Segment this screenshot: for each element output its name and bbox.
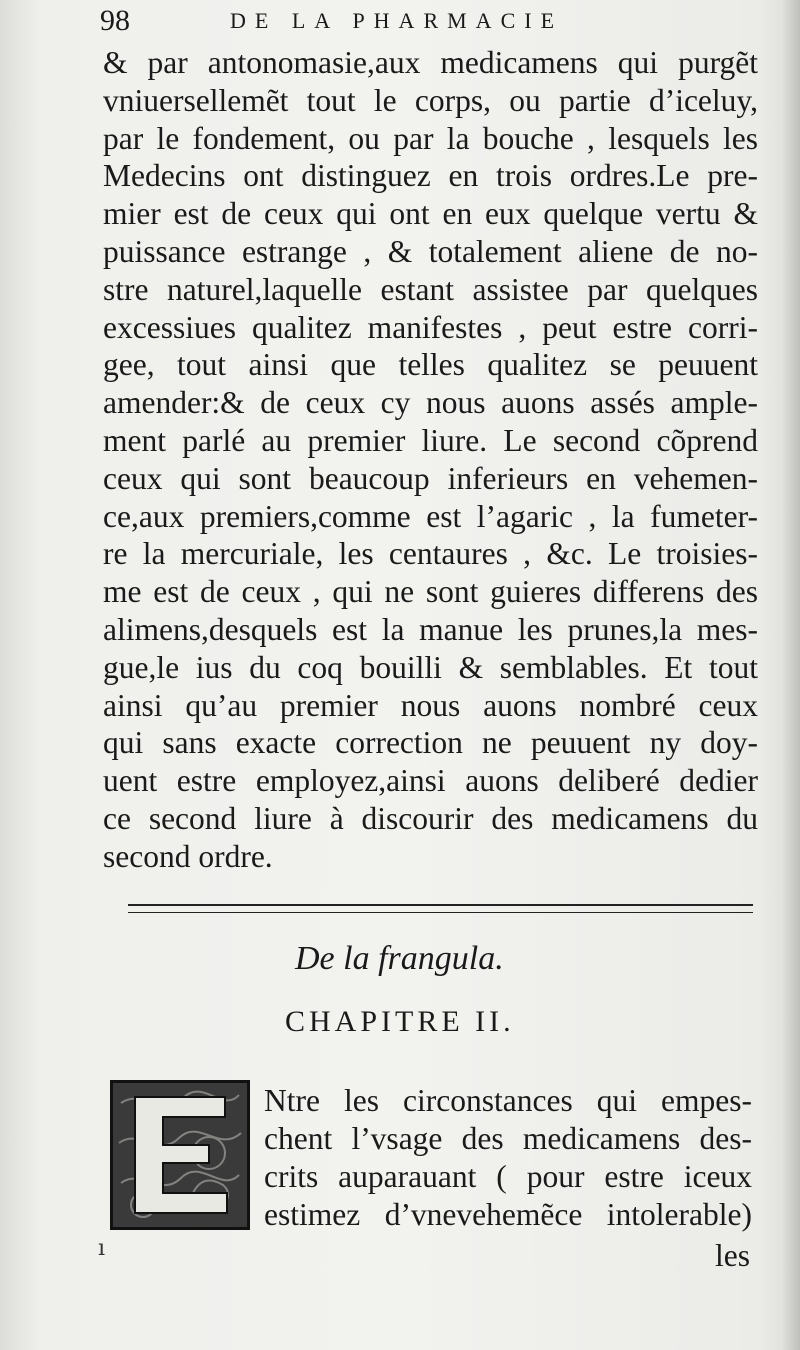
- text-line: puissance estrange , & totalement aliene de no-: [103, 233, 758, 269]
- text-line: ceux qui sont beaucoup inferieurs en vehemen-: [103, 460, 758, 496]
- text-line: Medecins ont distinguez en trois ordres.Le pre-: [103, 158, 758, 194]
- text-line: par le fondement, ou par la bouche , lesquels les: [103, 120, 758, 156]
- text-line: gue,le ius du coq bouilli & semblables. Et tout: [103, 649, 758, 685]
- text-line: uent estre employez,ainsi auons deliberé dedier: [103, 763, 758, 799]
- text-line: gee, tout ainsi que telles qualitez se peuuent: [103, 347, 758, 383]
- text-line: excessiues qualitez manifestes , peut estre corri-: [103, 309, 758, 345]
- text-line: alimens,desquels est la manue les prunes,la mes-: [103, 611, 758, 647]
- body-text: [103, 44, 758, 876]
- text-line: & par antonomasie,aux medicamens qui purgẽt: [103, 45, 758, 80]
- text-line: ment parlé au premier liure. Le second cõprend: [103, 422, 758, 458]
- chapter-text: [264, 1082, 752, 1234]
- text-line: vniuersellemẽt tout le corps, ou partie d’iceluy,: [103, 82, 758, 118]
- text-line: chent l’vsage des medicamens des-: [264, 1121, 752, 1156]
- text-line: re la mercuriale, les centaures , &c. Le troisies-: [103, 536, 758, 572]
- text-line: ce second liure à discourir des medicamens du: [103, 800, 758, 836]
- text-line: me est de ceux , qui ne sont guieres differens des: [103, 574, 758, 610]
- chapter-heading: CHAPITRE II.: [285, 1005, 515, 1038]
- text-line: stre naturel,laquelle estant assistee par quelques: [103, 271, 758, 307]
- text-line: second ordre.: [103, 838, 273, 874]
- section-divider: [128, 904, 753, 913]
- text-line: amender:& de ceux cy nous auons assés ample-: [103, 385, 758, 421]
- decorated-initial-e: [110, 1080, 250, 1230]
- running-head: [100, 4, 760, 40]
- text-line: crits auparauant ( pour estre iceux: [264, 1159, 752, 1194]
- running-title: DE LA PHARMACIE: [230, 8, 564, 33]
- ornament-icon: [113, 1083, 247, 1227]
- margin-mark: ı: [98, 1236, 106, 1261]
- catchword: les: [715, 1238, 750, 1273]
- text-line: ce,aux premiers,comme est l’agaric , la fumeter-: [103, 498, 758, 534]
- section-title: De la frangula.: [295, 940, 504, 977]
- text-line: estimez d’vnevehemẽce intolerable): [264, 1197, 752, 1232]
- page-edge-shadow: [782, 0, 800, 1350]
- page-number: 98: [100, 4, 130, 37]
- text-line: qui sans exacte correction ne peuuent ny doy-: [103, 725, 758, 761]
- text-line: mier est de ceux qui ont en eux quelque vertu &: [103, 196, 758, 232]
- text-line: Ntre les circonstances qui empes-: [264, 1083, 752, 1118]
- text-line: ainsi qu’au premier nous auons nombré ceux: [103, 687, 758, 723]
